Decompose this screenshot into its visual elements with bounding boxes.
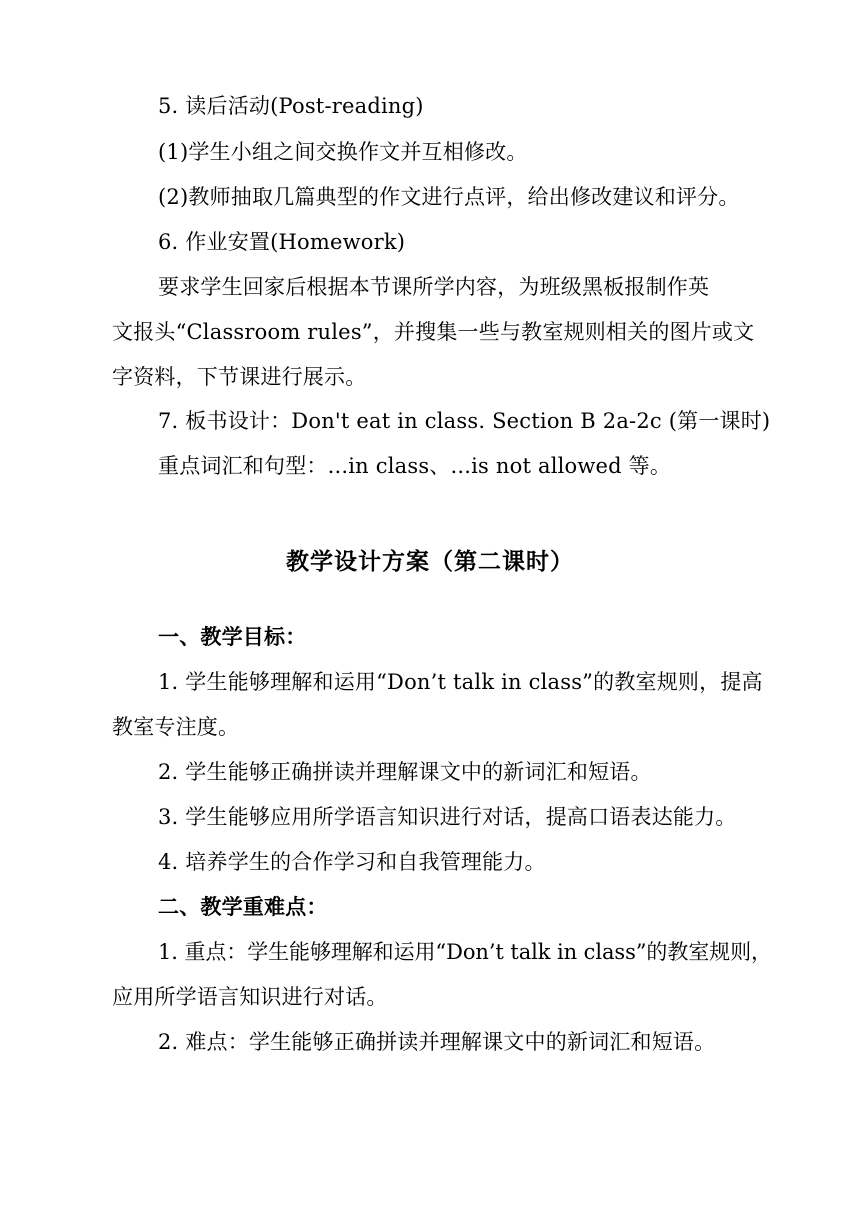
key-point-1-line-2: 应用所学语言知识进行对话。 [112,985,388,1009]
key-point-2: 2. 难点：学生能够正确拼读并理解课文中的新词汇和短语。 [158,1030,716,1054]
homework-paragraph-line-1: 要求学生回家后根据本节课所学内容，为班级黑板报制作英 [158,275,710,299]
board-design-line: 7. 板书设计：Don't eat in class. Section B 2a-2c (第一课时) [158,409,771,433]
homework-paragraph-line-2: 文报头“Classroom rules”，并搜集一些与教室规则相关的图片或文 [112,320,755,344]
objectives-heading: 一、教学目标： [158,624,307,649]
objective-4: 4. 培养学生的合作学习和自我管理能力。 [158,850,546,874]
objective-1-line-1: 1. 学生能够理解和运用“Don’t talk in class”的教室规则，提高 [158,670,763,694]
homework-title: 6. 作业安置(Homework) [158,230,406,254]
objective-3: 3. 学生能够应用所学语言知识进行对话，提高口语表达能力。 [158,805,737,829]
post-reading-title: 5. 读后活动(Post-reading) [158,94,424,118]
objective-2: 2. 学生能够正确拼读并理解课文中的新词汇和短语。 [158,760,652,784]
objective-1-line-2: 教室专注度。 [112,715,240,739]
key-vocabulary-line: 重点词汇和句型：...in class、...is not allowed 等。 [158,454,672,478]
key-points-heading: 二、教学重难点： [158,894,328,919]
post-reading-item-2: (2)教师抽取几篇典型的作文进行点评，给出修改建议和评分。 [158,185,740,209]
plan-title: 教学设计方案（第二课时） [286,548,574,575]
key-point-1-line-1: 1. 重点：学生能够理解和运用“Don’t talk in class”的教室规则， [158,940,772,964]
post-reading-item-1: (1)学生小组之间交换作文并互相修改。 [158,140,528,164]
homework-paragraph-line-3: 字资料，下节课进行展示。 [112,365,367,389]
